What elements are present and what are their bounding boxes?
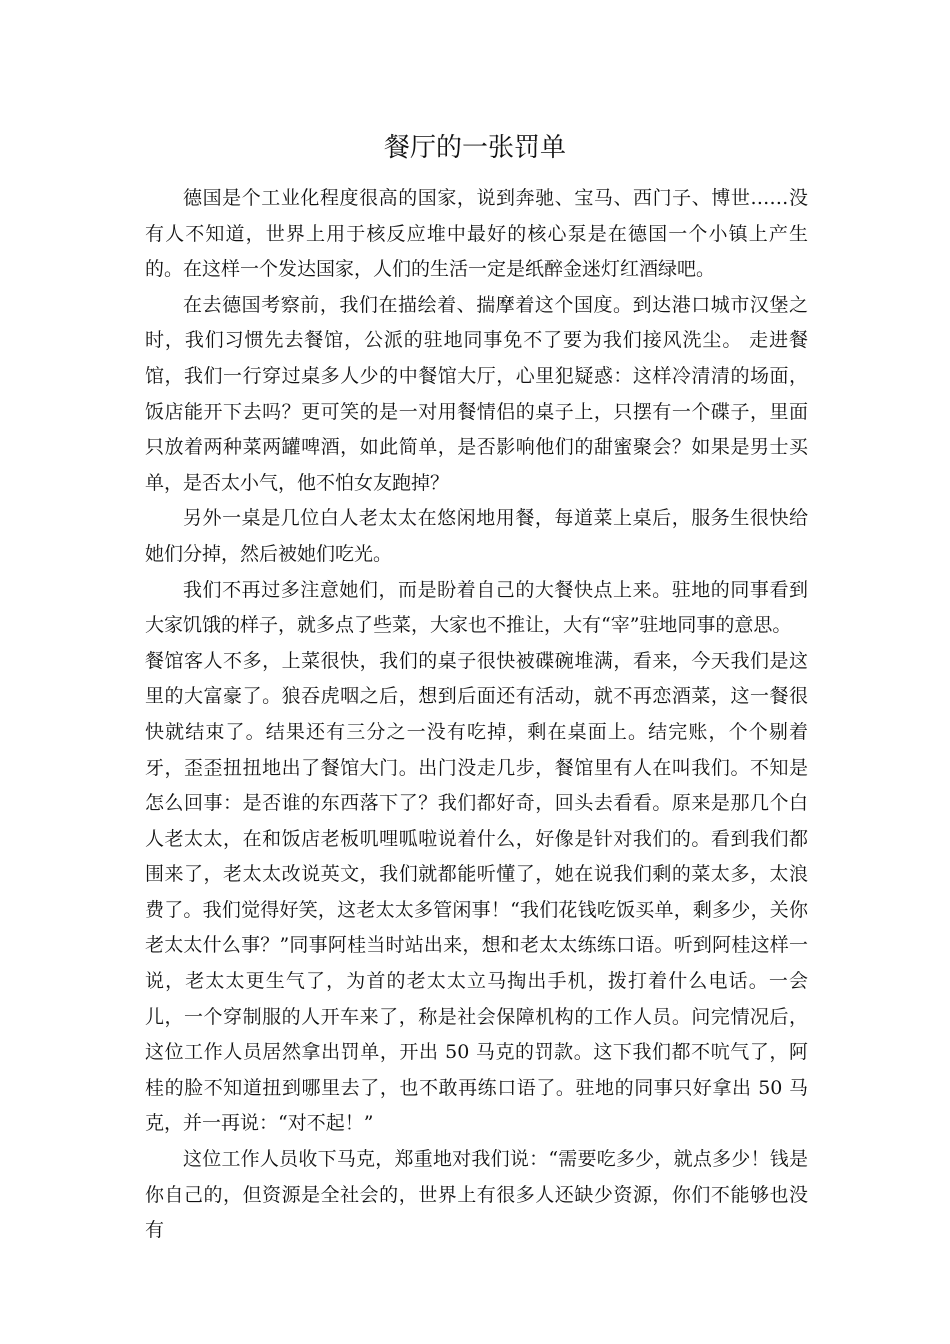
paragraph-4: 我们不再过多注意她们，而是盼着自己的大餐快点上来。驻地的同事看到大家饥饿的样子，就多点了些菜，大家也不推让，大有“宰”驻地同事的意思。 [145,578,808,637]
paragraph-5: 餐馆客人不多，上菜很快，我们的桌子很快被碟碗堆满，看来，今天我们是这里的大富豪了。狼吞虎咽之后，想到后面还有活动，就不再恋酒菜，这一餐很快就结束了。结果还有三分之一没有吃掉，剩在桌面上。结完账，个个剔着牙，歪歪扭扭地出了餐馆大门。出门没走几步，餐馆里有人在叫我们。不知是怎么回事：是否谁的东西落下了？我们都好奇，回头去看看。原来是那几个白人老太太，在和饭店老板叽哩呱啦说着什么，好像是针对我们的。看到我们都围来了，老太太改说英文，我们就都能听懂了，她在说我们剩的菜太多，太浪费了。我们觉得好笑，这老太太多管闲事！“我们花钱吃饭买单，剩多少，关你老太太什么事？”同事阿桂当时站出来，想和老太太练练口语。听到阿桂这样一说，老太太更生气了，为首的老太太立马掏出手机，拨打着什么电话。一会儿，一个穿制服的人开车来了，称是社会保障机构的工作人员。问完情况后，这位工作人员居然拿出罚单，开出 50 马克的罚款。这下我们都不吭气了，阿桂的脸不知道扭到哪里去了，也不敢再练口语了。驻地的同事只好拿出 50 马克，并一再说：“对不起！” [145,649,808,1135]
page-title: 餐厅的一张罚单 [383,133,566,163]
paragraph-1: 德国是个工业化程度很高的国家，说到奔驰、宝马、西门子、博世……没有人不知道，世界上用于核反应堆中最好的核心泵是在德国一个小镇上产生的。在这样一个发达国家，人们的生活一定是纸醉金迷灯红酒绿吧。 [145,187,808,281]
paragraph-3: 另外一桌是几位白人老太太在悠闲地用餐，每道菜上桌后，服务生很快给她们分掉，然后被她们吃光。 [145,507,808,565]
article-body [145,181,808,1249]
paragraph-2: 在去德国考察前，我们在描绘着、揣摩着这个国度。到达港口城市汉堡之时，我们习惯先去餐馆，公派的驻地同事免不了要为我们接风洗尘。 走进餐馆，我们一行穿过桌多人少的中餐馆大厅，心里犯疑惑：这样冷清清的场面，饭店能开下去吗？更可笑的是一对用餐情侣的桌子上，只摆有一个碟子，里面只放着两种菜两罐啤酒，如此简单，是否影响他们的甜蜜聚会？如果是男士买单，是否太小气，他不怕女友跑掉？ [145,293,808,494]
paragraph-6: 这位工作人员收下马克，郑重地对我们说：“需要吃多少，就点多少！钱是你自己的，但资源是全社会的，世界上有很多人还缺少资源，你们不能够也没有 [145,1148,808,1242]
